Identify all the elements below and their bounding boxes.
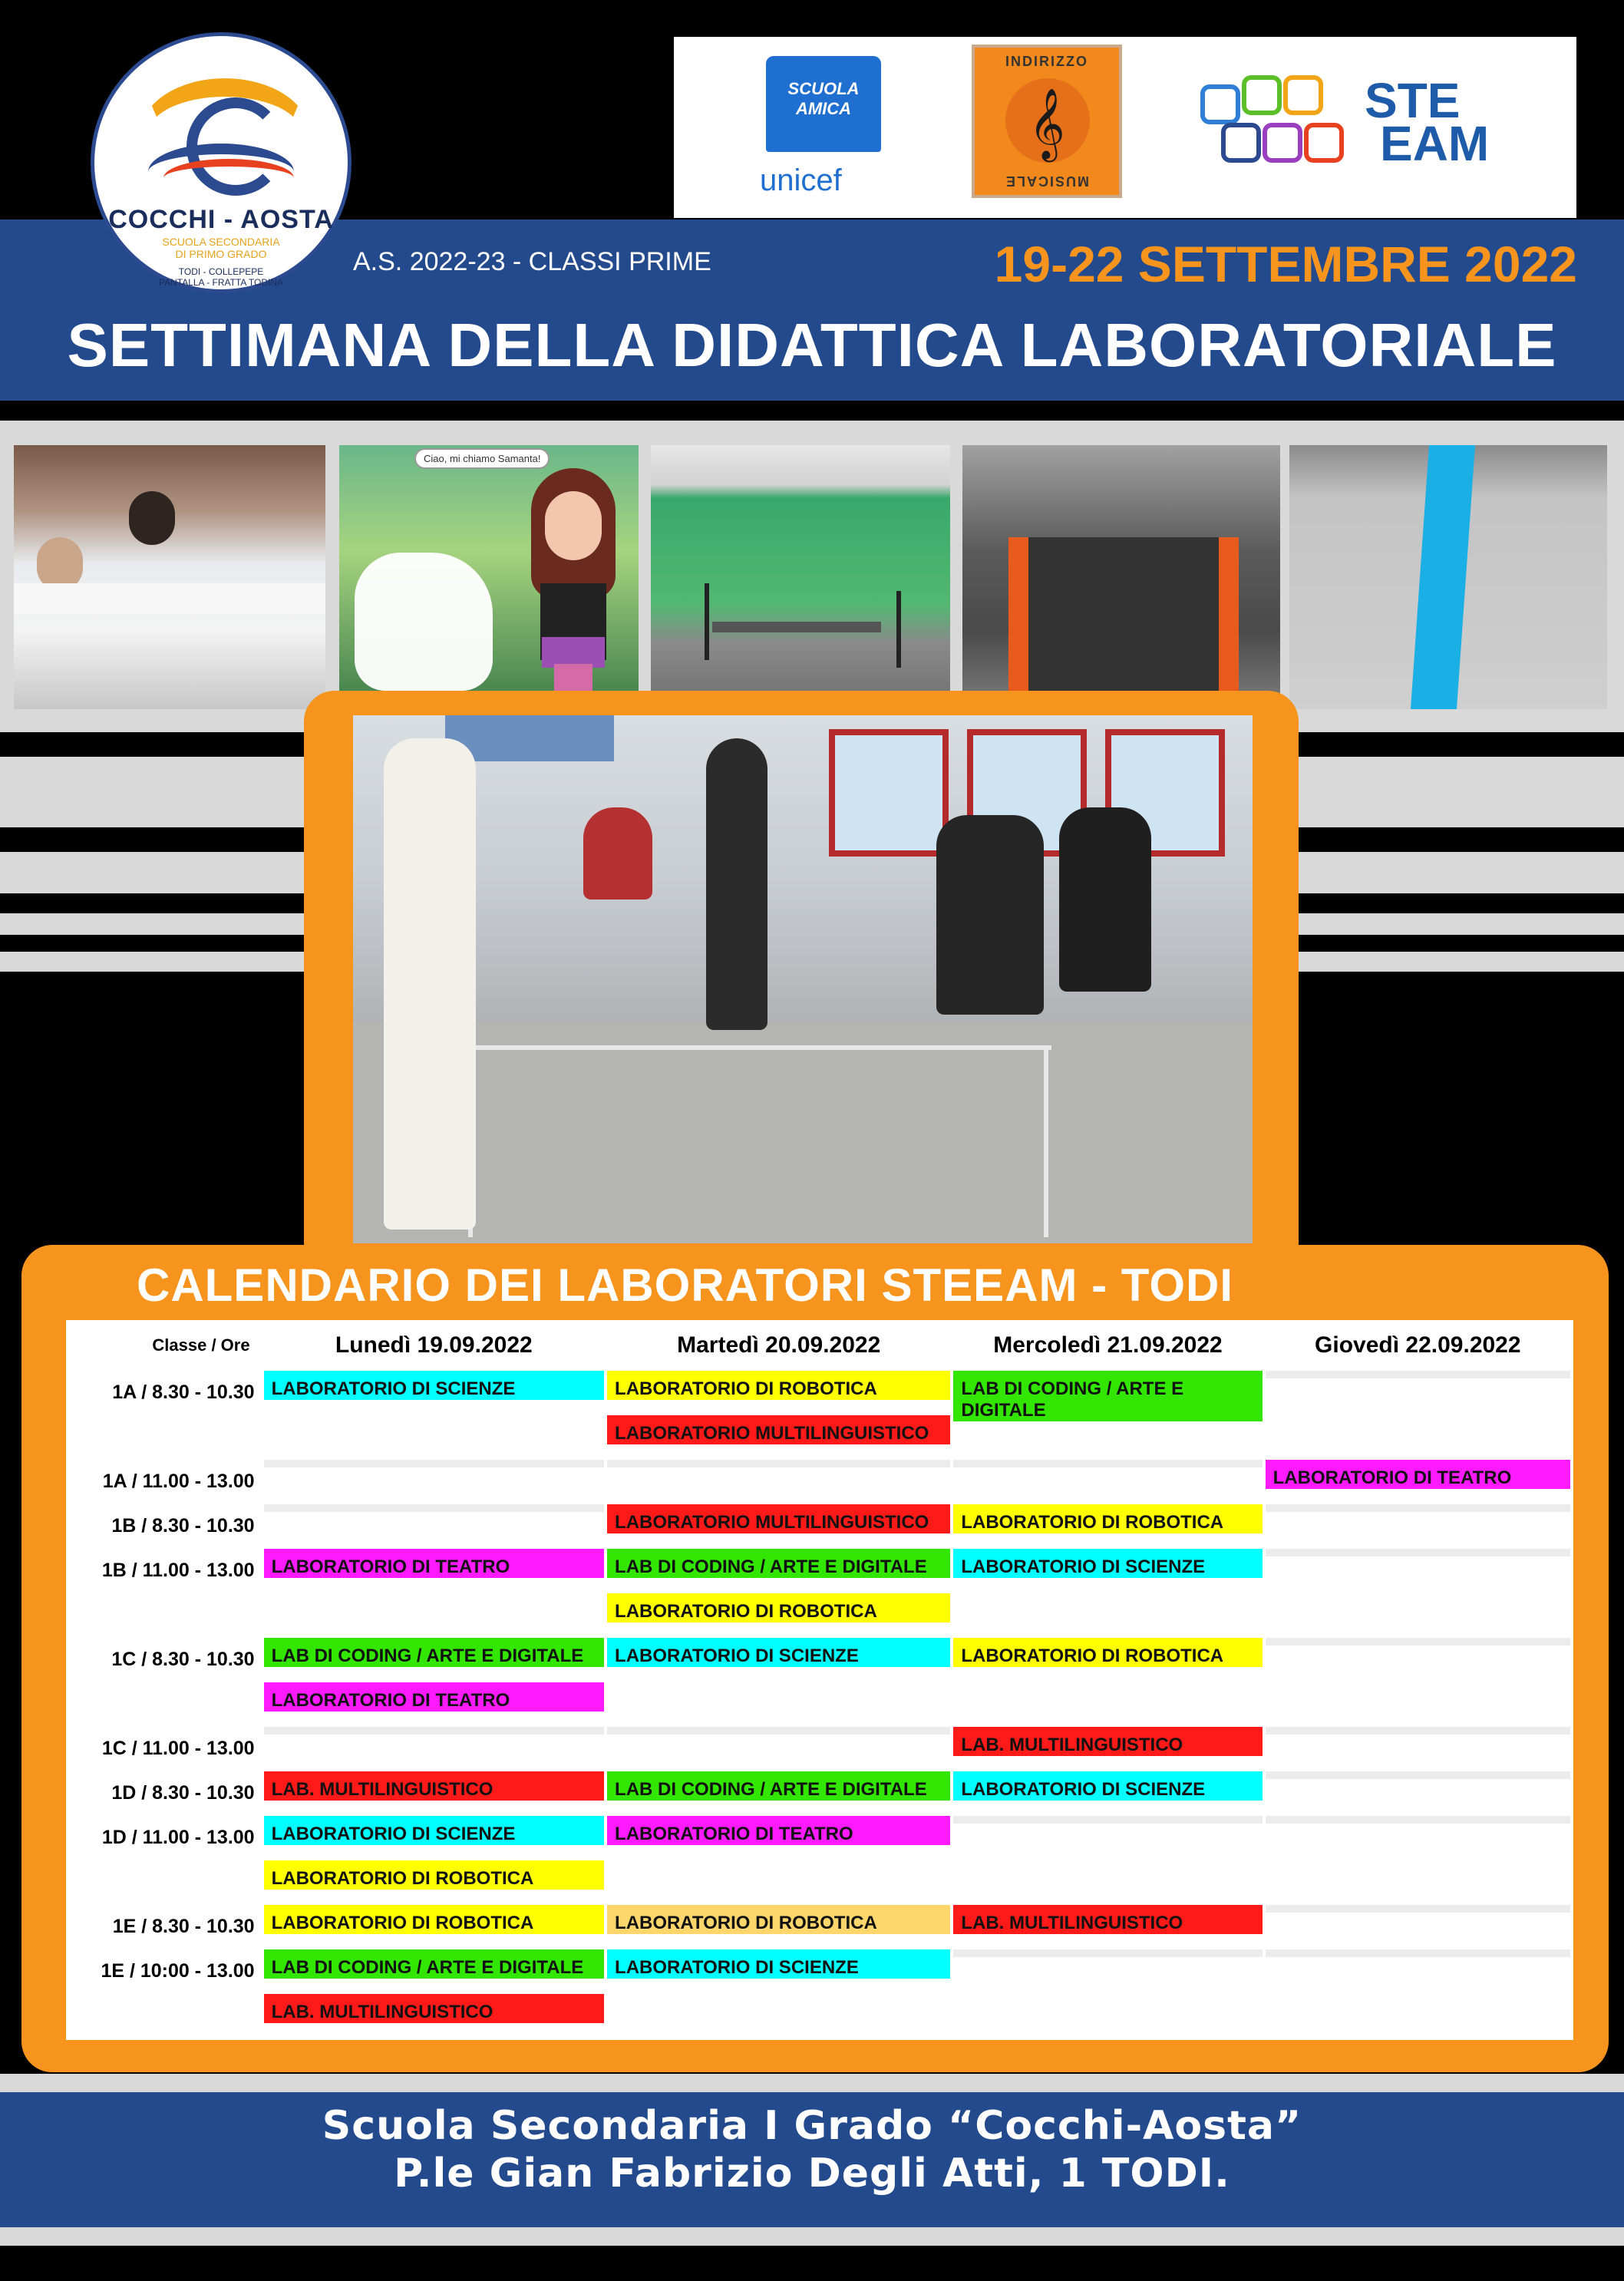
cell-empty — [607, 1727, 950, 1736]
steeam-hex-icons — [1200, 75, 1377, 175]
cell-teatro: LABORATORIO DI TEATRO — [607, 1816, 950, 1847]
cell-coding-text: LAB DI CODING / ARTE E DIGITALE — [961, 1378, 1184, 1421]
table-row — [69, 1371, 1570, 1415]
cell-empty — [953, 1949, 1262, 1959]
row-label: 1B / 11.00 - 13.00 — [69, 1549, 261, 1638]
footer-address: P.le Gian Fabrizio Degli Atti, 1 TODI. — [394, 2151, 1230, 2197]
cell-multilinguistico: LAB. MULTILINGUISTICO — [264, 1994, 604, 2025]
cell-robotica: LABORATORIO DI ROBOTICA — [953, 1638, 1262, 1669]
steeam-line1: STE — [1365, 73, 1461, 128]
cell-multilinguistico: LAB. MULTILINGUISTICO — [953, 1727, 1262, 1758]
partner-logos — [674, 37, 1576, 218]
steeam-logo — [1365, 73, 1490, 171]
cell-empty — [1266, 1371, 1570, 1380]
cell-robotica: LABORATORIO DI ROBOTICA — [607, 1905, 950, 1936]
logo-name: COCCHI - AOSTA — [108, 205, 334, 234]
cell-coding: LAB DI CODING / ARTE E DIGITALE — [264, 1949, 604, 1980]
cell-scienze: LABORATORIO DI SCIENZE — [953, 1549, 1262, 1580]
screen-hex-icon — [1242, 75, 1282, 115]
event-dates: 19-22 SETTEMBRE 2022 — [994, 236, 1577, 292]
cell-empty — [264, 1460, 604, 1469]
unicef-shirt-icon — [766, 56, 881, 152]
comic-speech-bubble: Ciao, mi chiamo Samanta! — [414, 448, 550, 469]
cell-multilinguistico: LABORATORIO MULTILINGUISTICO — [607, 1415, 950, 1446]
cell-scienze: LABORATORIO DI SCIENZE — [953, 1771, 1262, 1802]
math-hex-icon — [1304, 123, 1344, 163]
cell-robotica: LABORATORIO DI ROBOTICA — [264, 1860, 604, 1891]
indirizzo-musicale-logo — [972, 45, 1122, 198]
cell-empty — [1266, 1771, 1570, 1781]
cell-empty — [1266, 1549, 1570, 1558]
photo-robots-track — [1289, 445, 1607, 709]
unicef-logo: unicef — [760, 163, 842, 197]
table-row — [69, 1949, 1570, 1994]
cell-empty — [1266, 1638, 1570, 1647]
footer-school-name: Scuola Secondaria I Grado “Cocchi-Aosta” — [322, 2103, 1302, 2149]
cell-coding: LAB DI CODING / ARTE E DIGITALE — [264, 1638, 604, 1669]
table-row — [69, 1460, 1570, 1504]
logo-subtitle-line2: DI PRIMO GRADO — [175, 248, 267, 260]
flag-hex-icon — [1221, 123, 1261, 163]
cell-empty — [953, 1460, 1262, 1469]
cell-empty — [953, 1816, 1262, 1825]
cell-empty — [264, 1504, 604, 1514]
musicale-bottom-text: MUSICALE — [1005, 173, 1089, 189]
treble-clef-icon: 𝄞 — [1028, 87, 1065, 159]
logo-subtitle-line1: SCUOLA SECONDARIA — [162, 236, 280, 248]
table-row — [69, 1638, 1570, 1682]
musicale-top-text: INDIRIZZO — [1005, 54, 1088, 69]
cell-empty — [1266, 1504, 1570, 1514]
photo-classroom-coding — [353, 715, 1253, 1243]
palette-hex-icon — [1263, 123, 1302, 163]
logo-places-line1: TODI - COLLEPEPE — [178, 266, 264, 277]
table-row — [69, 1727, 1570, 1771]
logo-places — [94, 266, 348, 288]
cell-robotica: LABORATORIO DI ROBOTICA — [607, 1593, 950, 1624]
calendar-title: CALENDARIO DEI LABORATORI STEEAM - TODI — [137, 1259, 1234, 1311]
calendar-table — [66, 1320, 1573, 2040]
cell-empty — [1266, 1816, 1570, 1825]
table-row — [69, 1905, 1570, 1949]
cell-teatro: LABORATORIO DI TEATRO — [1266, 1460, 1570, 1490]
row-label: 1C / 11.00 - 13.00 — [69, 1727, 261, 1771]
header-day-thursday: Giovedì 22.09.2022 — [1315, 1332, 1521, 1358]
cell-teatro: LABORATORIO DI TEATRO — [264, 1682, 604, 1713]
header-day-wednesday: Mercoledì 21.09.2022 — [993, 1332, 1223, 1358]
header-day-tuesday: Martedì 20.09.2022 — [677, 1332, 881, 1358]
cell-teatro: LABORATORIO DI TEATRO — [264, 1549, 604, 1580]
row-label: 1E / 8.30 - 10.30 — [69, 1905, 261, 1949]
cell-multilinguistico: LAB. MULTILINGUISTICO — [953, 1905, 1262, 1936]
row-label: 1D / 8.30 - 10.30 — [69, 1771, 261, 1816]
cell-robotica: LABORATORIO DI ROBOTICA — [264, 1905, 604, 1936]
photo-green-screen — [651, 445, 950, 709]
photo-comic-drawing — [339, 445, 639, 709]
cell-empty — [607, 1460, 950, 1469]
girl-drawing — [531, 468, 616, 698]
robot-track — [1411, 445, 1475, 709]
footer-stripe — [0, 2074, 1624, 2092]
calendar-header-row — [69, 1320, 1570, 1371]
cell-robotica: LABORATORIO DI ROBOTICA — [953, 1504, 1262, 1535]
cell-multilinguistico: LABORATORIO MULTILINGUISTICO — [607, 1504, 950, 1535]
table-row — [69, 1549, 1570, 1593]
cell-scienze: LABORATORIO DI SCIENZE — [264, 1371, 604, 1401]
logo-swoosh-red — [163, 159, 294, 197]
row-label: 1B / 8.30 - 10.30 — [69, 1504, 261, 1549]
footer-stripe — [0, 2227, 1624, 2246]
cell-empty — [264, 1727, 604, 1736]
cell-scienze: LABORATORIO DI SCIENZE — [607, 1638, 950, 1669]
header-day-monday: Lunedì 19.09.2022 — [335, 1332, 533, 1358]
unicef-shirt-text: SCUOLA AMICA — [787, 79, 860, 118]
photo-3d-printer — [962, 445, 1280, 709]
row-label: 1D / 11.00 - 13.00 — [69, 1816, 261, 1905]
cell-scienze: LABORATORIO DI SCIENZE — [607, 1949, 950, 1980]
row-label: 1E / 10:00 - 13.00 — [69, 1949, 261, 2038]
school-logo — [91, 32, 352, 293]
cell-scienze: LABORATORIO DI SCIENZE — [264, 1816, 604, 1847]
header-classe-ore: Classe / Ore — [152, 1335, 250, 1355]
cell-multilinguistico: LAB. MULTILINGUISTICO — [264, 1771, 604, 1802]
cell-empty — [1266, 1949, 1570, 1959]
logo-places-line2: PANTALLA - FRATTA TODINA — [158, 277, 284, 288]
cell-coding: LAB DI CODING / ARTE E DIGITALE — [607, 1549, 950, 1580]
calendar-grid — [66, 1320, 1573, 2038]
gear-hex-icon — [1283, 75, 1323, 115]
school-year: A.S. 2022-23 - CLASSI PRIME — [353, 247, 711, 276]
row-label: 1A / 8.30 - 10.30 — [69, 1371, 261, 1460]
cell-coding: LAB DI CODING / ARTE E DIGITALE — [607, 1771, 950, 1802]
table-row — [69, 1771, 1570, 1816]
cell-empty — [1266, 1905, 1570, 1914]
table-row — [69, 1816, 1570, 1860]
steeam-line2: EAM — [1380, 116, 1490, 171]
row-label: 1A / 11.00 - 13.00 — [69, 1460, 261, 1504]
table-row — [69, 1504, 1570, 1549]
cell-coding — [953, 1371, 1262, 1423]
row-label: 1C / 8.30 - 10.30 — [69, 1638, 261, 1727]
cell-empty — [1266, 1727, 1570, 1736]
logo-subtitle — [94, 236, 348, 260]
page-title: SETTIMANA DELLA DIDATTICA LABORATORIALE — [67, 311, 1557, 379]
photo-science-lab — [14, 445, 325, 709]
flask-hex-icon — [1200, 84, 1240, 124]
unicorn-drawing — [355, 553, 493, 691]
cell-robotica: LABORATORIO DI ROBOTICA — [607, 1371, 950, 1401]
